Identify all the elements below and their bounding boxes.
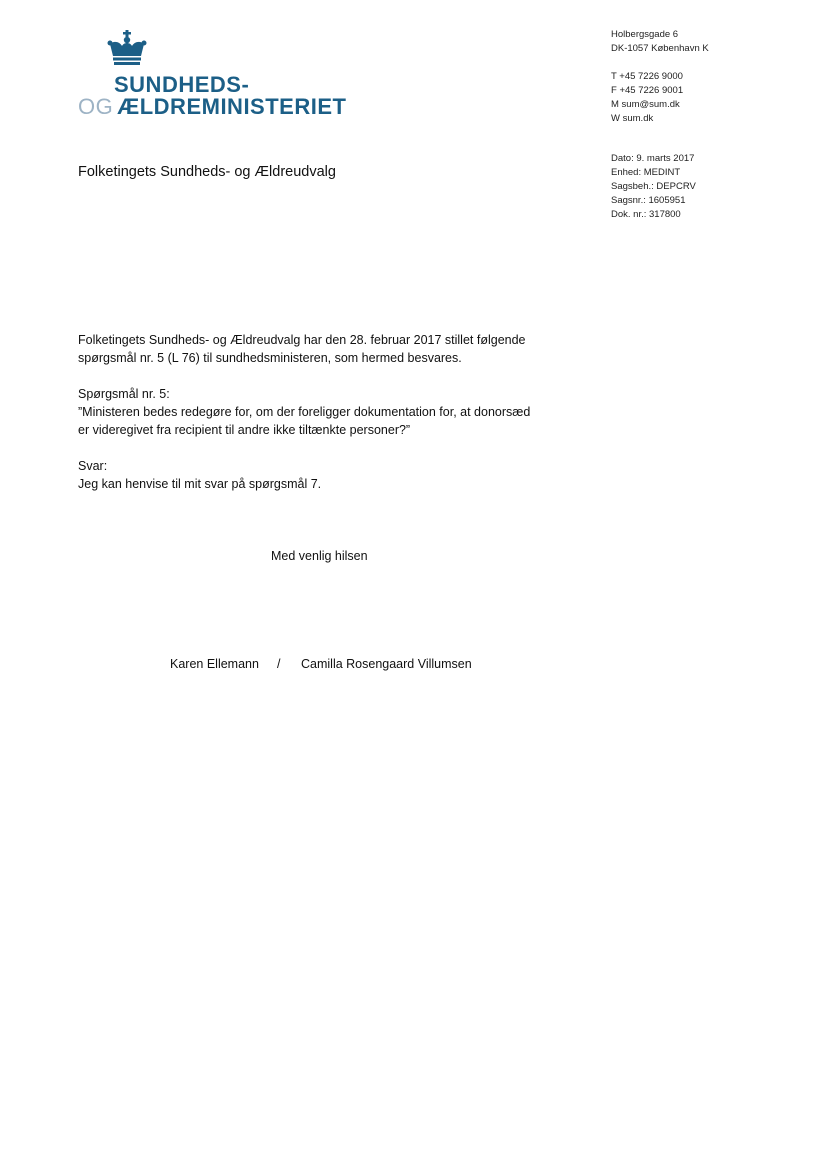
question-line: er videregivet fra recipient til andre ikke tiltænkte personer?” (78, 423, 411, 437)
logo-text-line2 (78, 94, 346, 120)
logo-main-word: ÆLDREMINISTERIET (117, 94, 347, 119)
logo-og: OG (78, 94, 114, 119)
closing-greeting: Med venlig hilsen (271, 549, 368, 563)
address-email: M sum@sum.dk (611, 99, 680, 110)
answer-text: Jeg kan henvise til mit svar på spørgsmål 7. (78, 477, 322, 491)
answer-paragraph (78, 457, 578, 493)
logo-text-line1: SUNDHEDS- (114, 72, 250, 97)
address-city: DK-1057 København K (611, 43, 709, 54)
meta-case-number: Sagsnr.: 1605951 (611, 195, 686, 206)
meta-unit: Enhed: MEDINT (611, 167, 681, 178)
intro-line: spørgsmål nr. 5 (L 76) til sundhedsministeren, som hermed besvares. (78, 351, 462, 365)
letter-body (78, 331, 578, 511)
crown-icon (106, 30, 148, 66)
intro-line: Folketingets Sundheds- og Ældreudvalg har den 28. februar 2017 stillet følgende (78, 333, 526, 347)
meta-date: Dato: 9. marts 2017 (611, 153, 695, 164)
address-web: W sum.dk (611, 113, 654, 124)
intro-paragraph (78, 331, 578, 367)
address-block (611, 28, 709, 126)
question-line: ”Ministeren bedes redegøre for, om der foreligger dokumentation for, at donorsæd (78, 405, 531, 419)
document-meta (611, 152, 696, 222)
address-phone: T +45 7226 9000 (611, 71, 683, 82)
question-paragraph (78, 385, 578, 439)
signer-2: Camilla Rosengaard Villumsen (301, 657, 472, 671)
address-street: Holbergsgade 6 (611, 29, 679, 40)
ministry-logo (78, 30, 358, 120)
meta-document-number: Dok. nr.: 317800 (611, 209, 681, 220)
meta-handler: Sagsbeh.: DEPCRV (611, 181, 696, 192)
answer-label: Svar: (78, 459, 108, 473)
question-label: Spørgsmål nr. 5: (78, 387, 170, 401)
recipient: Folketingets Sundheds- og Ældreudvalg (78, 164, 336, 180)
signer-separator: / (277, 657, 281, 671)
signer-1: Karen Ellemann (170, 657, 259, 671)
address-fax: F +45 7226 9001 (611, 85, 684, 96)
